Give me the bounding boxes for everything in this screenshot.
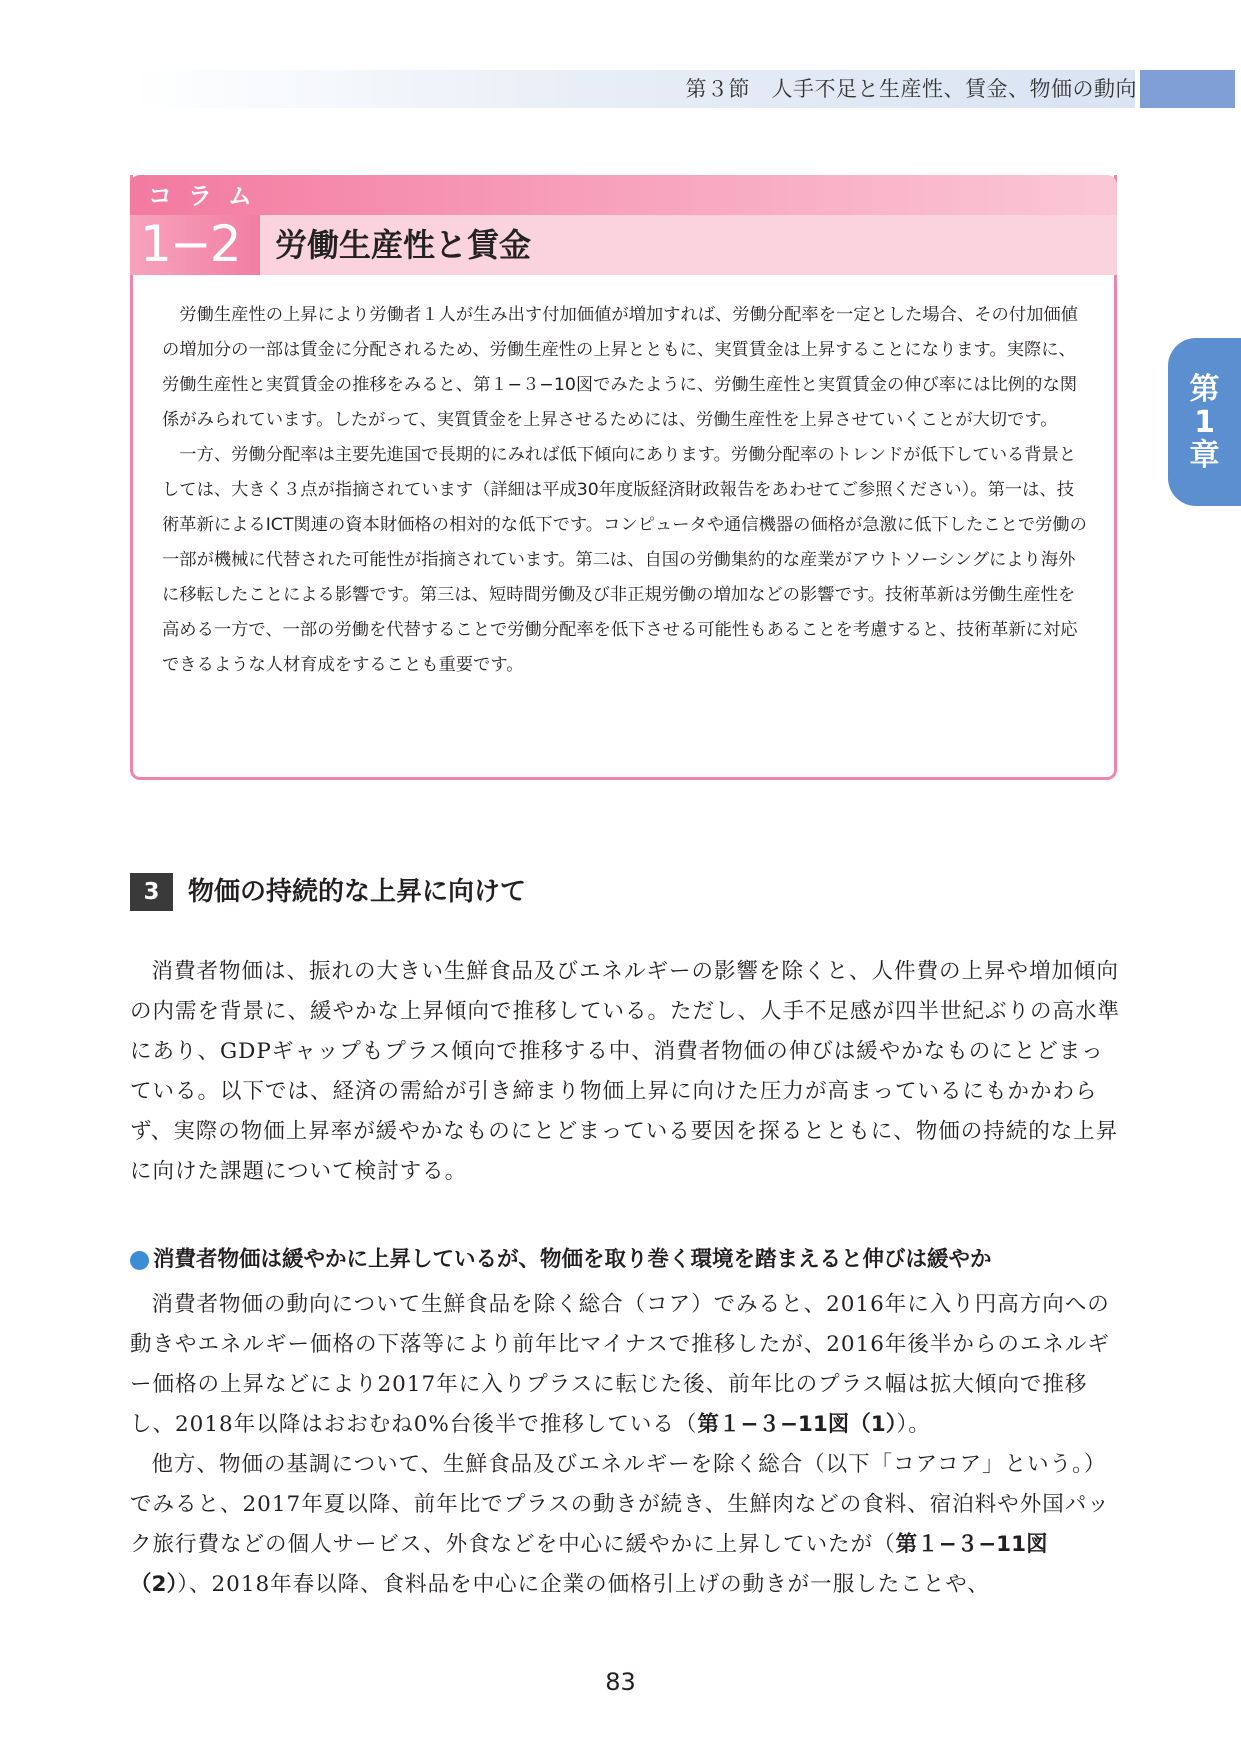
body-text: ）。 [896,1412,931,1437]
column-number: 1−2 [140,215,240,273]
header-accent-block [1140,70,1235,108]
intro-paragraph: 消費者物価は、振れの大きい生鮮食品及びエネルギーの影響を除くと、人件費の上昇や増加傾向の内需を背景に、緩やかな上昇傾向で推移している。ただし、人手不足感が四半世紀ぶりの高水準にあり、GDPギャップもプラス傾向で推移する中、消費者物価の伸びは緩やかなものにとどまっている。以下では、経済の需給が引き締まり物価上昇に向けた圧力が高まっているにもかかわらず、実際の物価上昇率が緩やかなものにとどまっている要因を探るとともに、物価の持続的な上昇に向けた課題について検討する。 [130,959,1121,1184]
column-header-band [130,175,1117,215]
subsection-body [130,1285,1120,1605]
body-text: 他方、物価の基調について、生鮮食品及びエネルギーを除く総合（以下「コアコア」という。）でみると、2017年夏以降、前年比でプラスの動きが続き、生鮮肉などの食料、宿泊料や外国パック旅行費などの個人サービス、外食などを中心に緩やかに上昇していたが（ [130,1452,1110,1557]
chapter-tab [1168,338,1241,506]
section-intro [130,952,1120,1192]
chapter-tab-line: 章 [1189,437,1220,473]
column-paragraph: 労働生産性の上昇により労働者１人が生み出す付加価値が増加すれば、労働分配率を一定とした場合、その付加価値の増加分の一部は賃金に分配されるため、労働生産性の上昇とともに、実質賃金は上昇することになります。実際に、労働生産性と実質賃金の推移をみると、第１−３−10図でみたように、労働生産性と実質賃金の伸び率には比例的な関係がみられています。したがって、実質賃金を上昇させるためには、労働生産性を上昇させていくことが大切です。 [162,305,1078,430]
subsection-heading-text: 消費者物価は緩やかに上昇しているが、物価を取り巻く環境を踏まえると伸びは緩やか [153,1247,992,1272]
body-paragraph [130,1285,1120,1445]
bullet-icon [130,1251,149,1270]
figure-reference: 第１−３−11図（2） [130,1532,1048,1597]
subsection-heading [130,1242,992,1278]
body-paragraph [130,1445,1120,1605]
chapter-tab-line: 第 [1189,371,1220,407]
running-header: 第３節 人手不足と生産性、賃金、物価の動向 [685,77,1137,101]
column-title: 労働生産性と賃金 [275,226,532,264]
column-body [162,298,1087,683]
page-number: 83 [605,1668,636,1696]
figure-reference: 第１−３−11図（1） [697,1412,897,1437]
body-text: ）、2018年春以降、食料品を中心に企業の価格引上げの動きが一服したことや、 [177,1572,990,1597]
section-title: 物価の持続的な上昇に向けて [188,877,527,907]
section-number: 3 [130,873,173,911]
column-label: コラム [148,182,268,210]
chapter-tab-line: 1 [1194,404,1215,440]
column-paragraph: 一方、労働分配率は主要先進国で長期的にみれば低下傾向にあります。労働分配率のトレンドが低下している背景としては、大きく３点が指摘されています（詳細は平成30年度版経済財政報告をあわせてご参照ください）。第一は、技術革新によるICT関連の資本財価格の相対的な低下です。コンピュータや通信機器の価格が急激に低下したことで労働の一部が機械に代替された可能性が指摘されています。第二は、自国の労働集約的な産業がアウトソーシングにより海外に移転したことによる影響です。第三は、短時間労働及び非正規労働の増加などの影響です。技術革新は労働生産性を高める一方で、一部の労働を代替することで労働分配率を低下させる可能性もあることを考慮すると、技術革新に対応できるような人材育成をすることも重要です。 [162,445,1087,675]
body-text: 消費者物価の動向について生鮮食品を除く総合（コア）でみると、2016年に入り円高方向への動きやエネルギー価格の下落等により前年比マイナスで推移したが、2016年後半からのエネルギー価格の上昇などにより2017年に入りプラスに転じた後、前年比のプラス幅は拡大傾向で推移し、2018年以降はおおむね0%台後半で推移している（ [130,1292,1110,1437]
